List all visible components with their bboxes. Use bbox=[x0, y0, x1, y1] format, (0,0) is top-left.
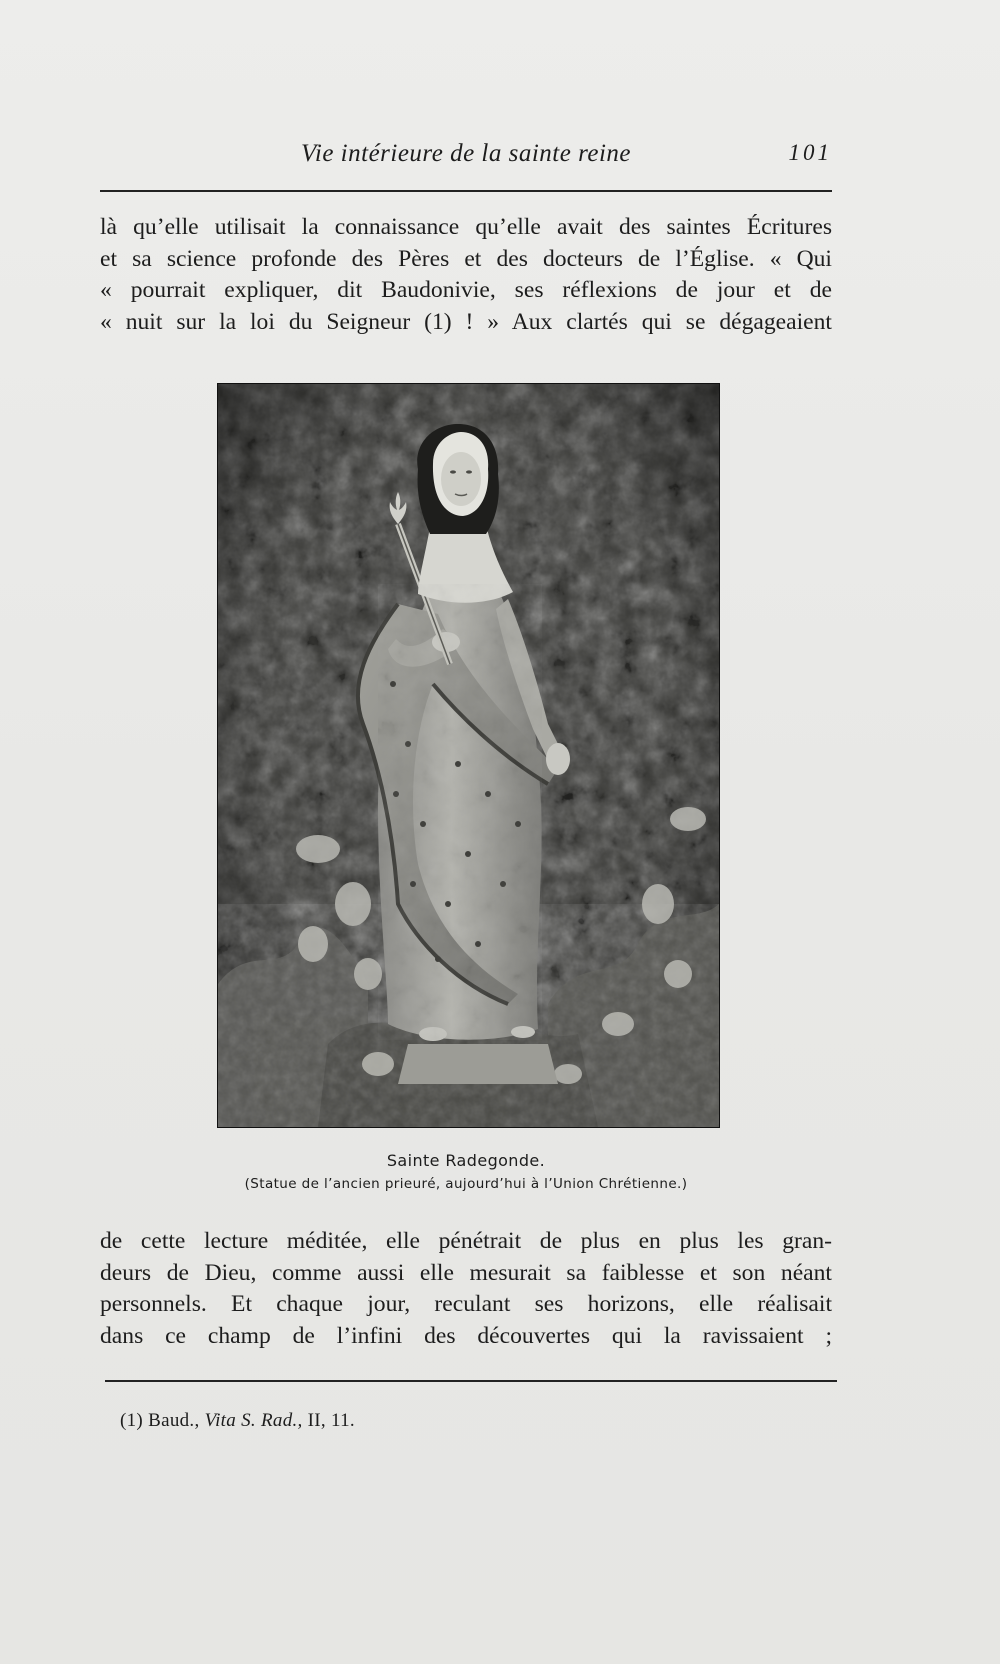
running-title: Vie intérieure de la sainte reine bbox=[300, 140, 632, 167]
footnote-rule bbox=[105, 1380, 837, 1382]
text-line: de cette lecture méditée, elle pénétrait de plus en plus les gran- bbox=[100, 1228, 832, 1254]
statue-illustration bbox=[218, 384, 719, 1127]
text-line: et sa science profonde des Pères et des docteurs de l’Église. « Qui bbox=[100, 245, 832, 272]
text-line: deurs de Dieu, comme aussi elle mesurait sa faiblesse et son néant bbox=[100, 1259, 832, 1286]
footnote-work: Vita S. Rad., bbox=[204, 1410, 303, 1431]
paragraph-top bbox=[100, 212, 832, 338]
running-head bbox=[100, 140, 832, 180]
text-line: dans ce champ de l’infini des découvertes qui la ravissaient ; bbox=[100, 1322, 832, 1349]
statue-photograph bbox=[217, 383, 720, 1128]
page-number: 101 bbox=[788, 140, 832, 165]
footnote-marker: (1) bbox=[120, 1410, 144, 1431]
footnote-author: Baud., bbox=[148, 1410, 200, 1431]
footnote-reference: II, 11. bbox=[307, 1410, 355, 1431]
paragraph-bottom bbox=[100, 1226, 832, 1352]
text-line: « nuit sur la loi du Seigneur (1) ! » Aux clartés qui se dégageaient bbox=[100, 308, 832, 335]
figure-caption-subtitle: (Statue de l’ancien prieuré, aujourd’hui à l’Union Chrétienne.) bbox=[244, 1176, 688, 1192]
text-line: là qu’elle utilisait la connaissance qu’elle avait des saintes Écritures bbox=[100, 214, 832, 240]
text-line: « pourrait expliquer, dit Baudonivie, ses réflexions de jour et de bbox=[100, 277, 832, 303]
figure-caption-title: Sainte Radegonde. bbox=[386, 1151, 546, 1170]
text-line: personnels. Et chaque jour, reculant ses horizons, elle réalisait bbox=[100, 1291, 832, 1317]
header-rule bbox=[100, 190, 832, 192]
footnote bbox=[120, 1410, 355, 1432]
